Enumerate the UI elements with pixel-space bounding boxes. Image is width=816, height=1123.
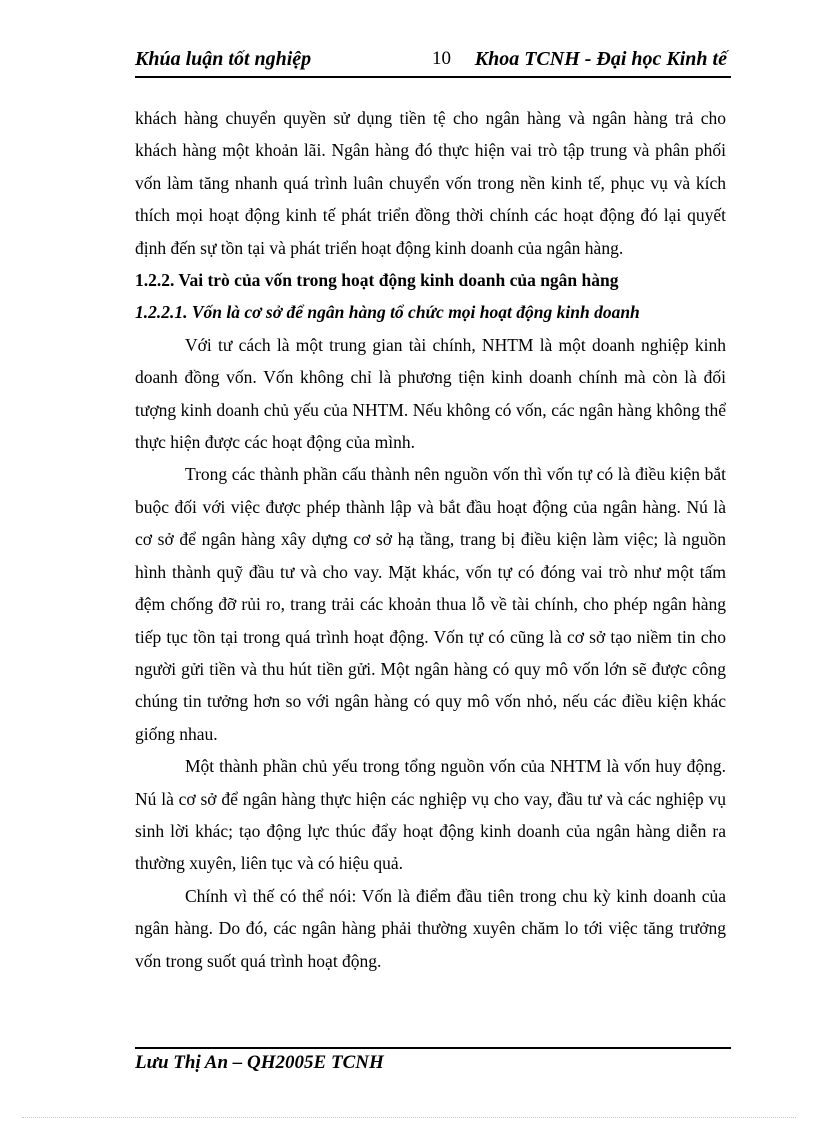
header-faculty: Khoa TCNH - Đại học Kinh tế <box>474 48 727 70</box>
paragraph-5: Chính vì thế có thể nói: Vốn là điểm đầu tiên trong chu kỳ kinh doanh của ngân hàng. Do đó, các ngân hàng phải thường xuyên chăm lo tới việc tăng trưởng vốn trong suốt quá trình hoạt động. <box>135 885 726 971</box>
footer-divider <box>135 1047 731 1049</box>
page-number: 10 <box>432 48 451 69</box>
paragraph-3: Trong các thành phần cấu thành nên nguồn vốn thì vốn tự có là điều kiện bắt buộc đối với việc được phép thành lập và bắt đầu hoạt động của ngân hàng. Nú là cơ sở để ngân hàng xây dựng cơ sở hạ tầng, trang bị điều kiện làm việc; là nguồn hình thành quỹ đầu tư và cho vay. Mặt khác, vốn tự có đóng vai trò như một tấm đệm chống đỡ rủi ro, trang trải các khoản thua lỗ về tài chính, cho phép ngân hàng tiếp tục tồn tại trong quá trình hoạt động. Vốn tự có cũng là cơ sở tạo niềm tin cho người gửi tiền và thu hút tiền gửi. Một ngân hàng có quy mô vốn lớn sẽ được công chúng tin tưởng hơn so với ngân hàng có quy mô vốn nhỏ, nếu các điều kiện khác giống nhau. <box>135 464 726 744</box>
subsection-heading: 1.2.2.1. Vốn là cơ sở để ngân hàng tổ chức mọi hoạt động kinh doanh <box>135 302 640 323</box>
page-body <box>135 102 726 977</box>
paragraph-1: khách hàng chuyển quyền sử dụng tiền tệ cho ngân hàng và ngân hàng trả cho khách hàng một khoản lãi. Ngân hàng đó thực hiện vai trò tập trung và phân phối vốn làm tăng nhanh quá trình luân chuyển vốn trong nền kinh tế, phục vụ và kích thích mọi hoạt động kinh tế phát triển đồng thời chính các hoạt động đó lại quyết định đến sự tồn tại và phát triển hoạt động kinh doanh của ngân hàng. <box>135 108 726 258</box>
section-heading: 1.2.2. Vai trò của vốn trong hoạt động kinh doanh của ngân hàng <box>135 270 619 291</box>
page-footer: Lưu Thị An – QH2005E TCNH <box>135 1052 384 1073</box>
paragraph-4: Một thành phần chủ yếu trong tổng nguồn vốn của NHTM là vốn huy động. Nú là cơ sở để ngân hàng thực hiện các nghiệp vụ cho vay, đầu tư và các nghiệp vụ sinh lời khác; tạo động lực thúc đẩy hoạt động kinh doanh của ngân hàng diễn ra thường xuyên, liên tục và có hiệu quả. <box>135 756 726 874</box>
paragraph-2: Với tư cách là một trung gian tài chính, NHTM là một doanh nghiệp kinh doanh đồng vốn. Vốn không chỉ là phương tiện kinh doanh chính mà còn là đối tượng kinh doanh chủ yếu của NHTM. Nếu không có vốn, các ngân hàng không thể thực hiện được các hoạt động của mình. <box>135 334 726 453</box>
page-edge-divider <box>22 1117 796 1118</box>
header-thesis-title: Khúa luận tốt nghiệp <box>135 48 312 70</box>
page-header <box>135 46 731 78</box>
